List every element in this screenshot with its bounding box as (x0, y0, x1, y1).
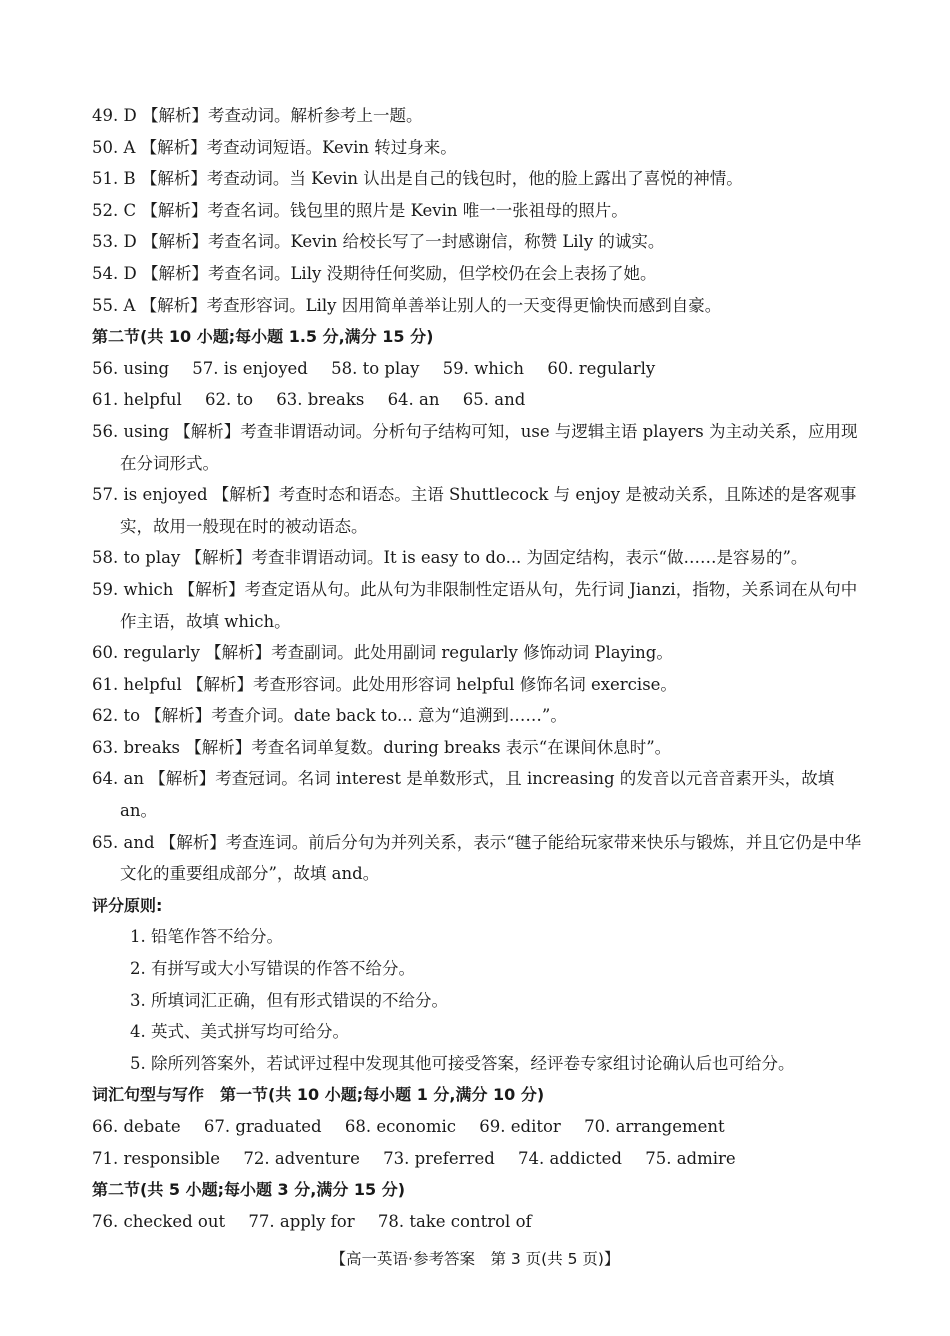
scoring-rule: 1. 铅笔作答不给分。 (130, 927, 283, 947)
answer-line: 54. D 【解析】考查名词。Lily 没期待任何奖励，但学校仍在会上表扬了她。 (92, 263, 657, 283)
explanation-item: 64. an 【解析】考查冠词。名词 interest 是单数形式，且 increasing 的发音以元音音素开头，故填 an。 (92, 769, 835, 821)
scoring-rule: 2. 有拼写或大小写错误的作答不给分。 (130, 959, 415, 979)
key-item: 67. graduated (203, 1117, 322, 1136)
answer-line: 55. A 【解析】考查形容词。Lily 因用简单善举让别人的一天变得更愉快而感到自豪。 (92, 295, 722, 315)
vocab2-heading: 第二节(共 5 小题;每小题 3 分,满分 15 分) (92, 1180, 406, 1200)
key-item: 61. helpful (92, 390, 182, 410)
explanation-item: 56. using 【解析】考查非谓语动词。分析句子结构可知，use 与逻辑主语 players 为主动关系，应用现在分词形式。 (92, 421, 858, 473)
key-item: 78. take control of (377, 1211, 532, 1231)
explanation-item: 61. helpful 【解析】考查形容词。此处用形容词 helpful 修饰名词 exercise。 (92, 674, 677, 694)
key-item: 72. adventure (243, 1148, 360, 1168)
key-item: 77. apply for (248, 1211, 355, 1231)
key-item: 68. economic (344, 1117, 457, 1136)
page-footer: 【高一英语·参考答案 第 3 页(共 5 页)】 (330, 1250, 620, 1268)
scoring-rules (92, 921, 862, 1079)
explanation-item: 59. which 【解析】考查定语从句。此从句为非限制性定语从句，先行词 Jianzi，指物，关系词在从句中作主语，故填 which。 (92, 579, 858, 631)
scoring-rule: 5. 除所列答案外，若试评过程中发现其他可接受答案，经评卷专家组讨论确认后也可给分。 (130, 1053, 795, 1073)
key-item: 63. breaks (276, 390, 365, 410)
key-item: 66. debate (92, 1117, 181, 1136)
section2-heading: 第二节(共 10 小题;每小题 1.5 分,满分 15 分) (92, 327, 434, 347)
explanation-item: 65. and 【解析】考查连词。前后分句为并列关系，表示“毽子能给玩家带来快乐与锻炼，并且它仍是中华文化的重要组成部分”，故填 and。 (92, 832, 862, 884)
scoring-rule: 4. 英式、美式拼写均可给分。 (130, 1022, 349, 1042)
key-item: 57. is enjoyed (192, 358, 308, 378)
vocab-keys-row (92, 1111, 862, 1143)
vocab-heading: 词汇句型与写作 第一节(共 10 小题;每小题 1 分,满分 10 分) (92, 1085, 545, 1105)
key-item: 56. using (92, 358, 170, 378)
answer-line: 53. D 【解析】考查名词。Kevin 给校长写了一封感谢信，称赞 Lily 的诚实。 (92, 232, 665, 252)
scoring-rule: 3. 所填词汇正确，但有形式错误的不给分。 (130, 990, 448, 1010)
answer-line: 50. A 【解析】考查动词短语。Kevin 转过身来。 (92, 137, 457, 157)
section2-keys-row (92, 384, 862, 416)
answer-line: 51. B 【解析】考查动词。当 Kevin 认出是自己的钱包时，他的脸上露出了喜悦的神情。 (92, 169, 743, 189)
answers-part1 (92, 100, 862, 321)
key-item: 75. admire (645, 1148, 736, 1168)
explanations (92, 416, 862, 890)
scoring-heading: 评分原则: (92, 895, 163, 915)
key-item: 62. to (204, 390, 254, 410)
explanation-item: 62. to 【解析】考查介词。date back to... 意为“追溯到……”。 (92, 706, 567, 726)
key-item: 69. editor (479, 1117, 561, 1136)
key-item: 73. preferred (383, 1148, 495, 1168)
explanation-item: 63. breaks 【解析】考查名词单复数。during breaks 表示“在课间休息时”。 (92, 737, 672, 757)
explanation-item: 60. regularly 【解析】考查副词。此处用副词 regularly 修饰动词 Playing。 (92, 643, 673, 663)
key-item: 70. arrangement (584, 1117, 725, 1136)
answer-line: 52. C 【解析】考查名词。钱包里的照片是 Kevin 唯一一张祖母的照片。 (92, 200, 628, 220)
key-item: 58. to play (331, 358, 420, 378)
vocab-keys-row (92, 1143, 862, 1175)
key-item: 71. responsible (92, 1148, 221, 1168)
key-item: 64. an (387, 390, 440, 410)
explanation-item: 57. is enjoyed 【解析】考查时态和语态。主语 Shuttlecock 与 enjoy 是被动关系，且陈述的是客观事实，故用一般现在时的被动语态。 (92, 485, 857, 536)
key-item: 59. which (442, 358, 525, 378)
answer-page (92, 100, 862, 1237)
section2-keys-row (92, 353, 862, 385)
explanation-item: 58. to play 【解析】考查非谓语动词。It is easy to do... 为固定结构，表示“做……是容易的”。 (92, 548, 808, 568)
key-item: 60. regularly (547, 358, 656, 378)
key-item: 76. checked out (92, 1211, 226, 1231)
answer-line: 49. D 【解析】考查动词。解析参考上一题。 (92, 106, 423, 125)
vocab2-keys-row (92, 1206, 862, 1238)
key-item: 65. and (462, 390, 526, 410)
key-item: 74. addicted (518, 1148, 622, 1168)
